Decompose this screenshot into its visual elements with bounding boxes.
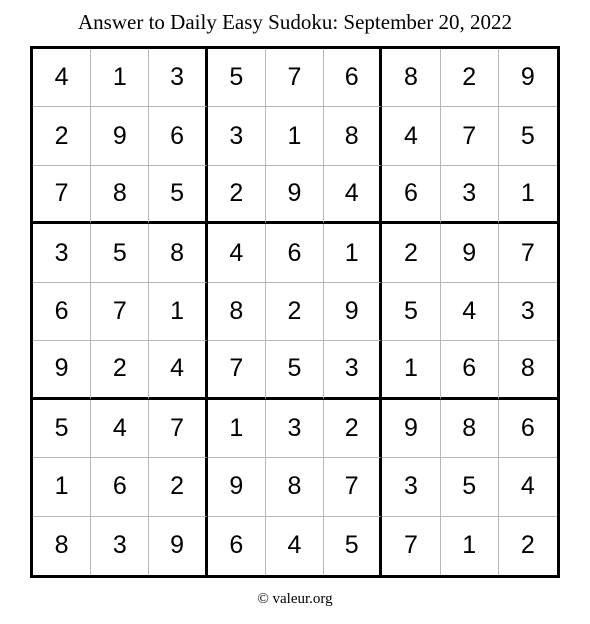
sudoku-cell: 1 bbox=[91, 49, 149, 107]
sudoku-cell: 7 bbox=[91, 283, 149, 341]
sudoku-cell: 3 bbox=[91, 517, 149, 575]
sudoku-cell: 7 bbox=[441, 107, 499, 165]
sudoku-cell: 9 bbox=[149, 517, 207, 575]
sudoku-cell: 3 bbox=[441, 166, 499, 224]
sudoku-cell: 7 bbox=[149, 400, 207, 458]
sudoku-cell: 4 bbox=[441, 283, 499, 341]
sudoku-cell: 2 bbox=[382, 224, 440, 282]
sudoku-cell: 9 bbox=[266, 166, 324, 224]
page-title: Answer to Daily Easy Sudoku: September 20, 2022 bbox=[78, 10, 512, 34]
sudoku-cell: 2 bbox=[324, 400, 382, 458]
sudoku-cell: 9 bbox=[441, 224, 499, 282]
copyright-footer: © valeur.org bbox=[257, 591, 333, 607]
sudoku-cell: 1 bbox=[266, 107, 324, 165]
sudoku-cell: 5 bbox=[91, 224, 149, 282]
sudoku-cell: 4 bbox=[499, 458, 557, 516]
sudoku-cell: 8 bbox=[324, 107, 382, 165]
sudoku-cell: 8 bbox=[149, 224, 207, 282]
sudoku-cell: 5 bbox=[441, 458, 499, 516]
sudoku-cell: 9 bbox=[33, 341, 91, 399]
sudoku-cell: 6 bbox=[208, 517, 266, 575]
sudoku-cell: 3 bbox=[382, 458, 440, 516]
sudoku-cell: 6 bbox=[382, 166, 440, 224]
sudoku-cell: 2 bbox=[91, 341, 149, 399]
sudoku-cell: 8 bbox=[208, 283, 266, 341]
sudoku-cell: 4 bbox=[149, 341, 207, 399]
sudoku-cell: 1 bbox=[441, 517, 499, 575]
sudoku-cell: 4 bbox=[382, 107, 440, 165]
sudoku-cell: 1 bbox=[33, 458, 91, 516]
sudoku-cell: 7 bbox=[324, 458, 382, 516]
sudoku-cell: 5 bbox=[382, 283, 440, 341]
sudoku-cell: 6 bbox=[499, 400, 557, 458]
sudoku-cell: 4 bbox=[33, 49, 91, 107]
sudoku-cell: 6 bbox=[441, 341, 499, 399]
sudoku-cell: 5 bbox=[499, 107, 557, 165]
sudoku-cell: 7 bbox=[382, 517, 440, 575]
sudoku-cell: 3 bbox=[149, 49, 207, 107]
sudoku-cell: 8 bbox=[91, 166, 149, 224]
sudoku-cell: 4 bbox=[208, 224, 266, 282]
sudoku-cell: 2 bbox=[33, 107, 91, 165]
sudoku-cell: 5 bbox=[33, 400, 91, 458]
sudoku-cell: 2 bbox=[266, 283, 324, 341]
sudoku-cell: 5 bbox=[324, 517, 382, 575]
sudoku-cell: 2 bbox=[441, 49, 499, 107]
sudoku-cell: 6 bbox=[324, 49, 382, 107]
sudoku-cell: 2 bbox=[520, 531, 535, 560]
sudoku-cell: 5 bbox=[266, 341, 324, 399]
sudoku-cell: 8 bbox=[33, 517, 91, 575]
sudoku-cell: 9 bbox=[91, 107, 149, 165]
sudoku-cell: 3 bbox=[324, 341, 382, 399]
sudoku-cell: 8 bbox=[499, 341, 557, 399]
sudoku-cell: 4 bbox=[91, 400, 149, 458]
sudoku-cell: 1 bbox=[499, 166, 557, 224]
sudoku-cell: 7 bbox=[33, 166, 91, 224]
sudoku-cell: 1 bbox=[149, 283, 207, 341]
sudoku-cell: 6 bbox=[33, 283, 91, 341]
sudoku-cell: 9 bbox=[324, 283, 382, 341]
sudoku-cell: 3 bbox=[33, 224, 91, 282]
sudoku-cell: 3 bbox=[499, 283, 557, 341]
sudoku-cell: 6 bbox=[266, 224, 324, 282]
sudoku-cell: 5 bbox=[149, 166, 207, 224]
sudoku-cell: 4 bbox=[266, 517, 324, 575]
sudoku-cell: 2 bbox=[208, 166, 266, 224]
sudoku-cell: 5 bbox=[208, 49, 266, 107]
sudoku-cell: 8 bbox=[382, 49, 440, 107]
sudoku-cell: 7 bbox=[499, 224, 557, 282]
sudoku-cell: 6 bbox=[91, 458, 149, 516]
sudoku-cell: 8 bbox=[441, 400, 499, 458]
sudoku-cell: 9 bbox=[208, 458, 266, 516]
sudoku-cell: 7 bbox=[266, 49, 324, 107]
sudoku-cell: 7 bbox=[208, 341, 266, 399]
sudoku-cell: 6 bbox=[149, 107, 207, 165]
sudoku-cell: 2 bbox=[149, 458, 207, 516]
sudoku-cell: 3 bbox=[208, 107, 266, 165]
sudoku-cell: 1 bbox=[208, 400, 266, 458]
sudoku-cell: 9 bbox=[499, 49, 557, 107]
sudoku-cell: 8 bbox=[266, 458, 324, 516]
sudoku-board bbox=[30, 46, 560, 578]
sudoku-cell: 1 bbox=[382, 341, 440, 399]
sudoku-cell: 1 bbox=[324, 224, 382, 282]
sudoku-cell: 9 bbox=[382, 400, 440, 458]
sudoku-cell: 3 bbox=[266, 400, 324, 458]
sudoku-cell: 4 bbox=[324, 166, 382, 224]
